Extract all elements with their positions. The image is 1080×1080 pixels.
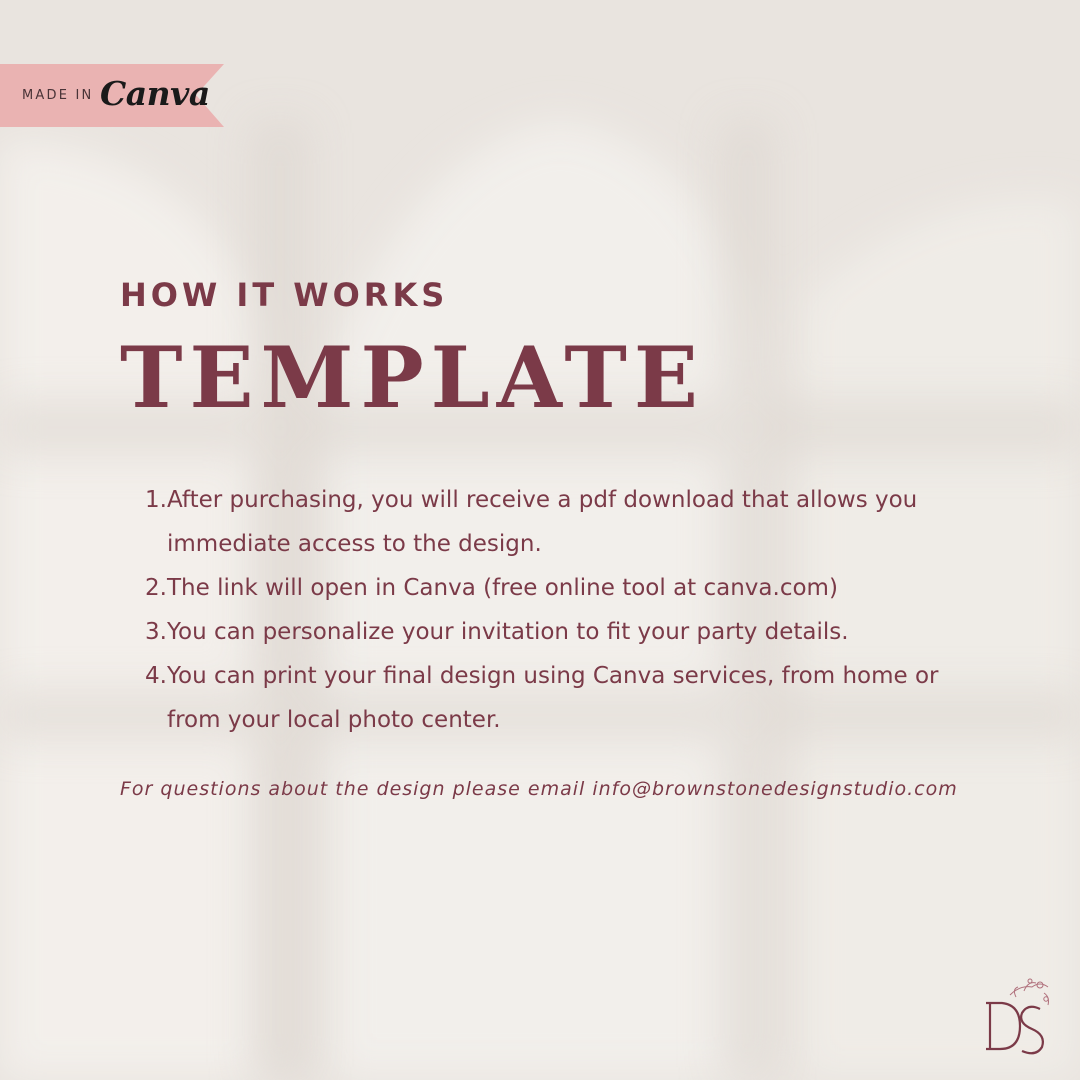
canva-wordmark: Canva bbox=[100, 74, 210, 113]
step-number: 2. bbox=[145, 575, 167, 601]
step-number: 3. bbox=[145, 619, 167, 645]
made-in-label: MADE IN bbox=[22, 88, 94, 103]
list-item bbox=[120, 478, 970, 566]
step-number: 4. bbox=[145, 663, 167, 689]
step-text: The link will open in Canva (free online tool at canva.com) bbox=[167, 575, 838, 601]
steps-list bbox=[120, 478, 970, 742]
list-item bbox=[120, 610, 970, 654]
list-item bbox=[120, 654, 970, 742]
step-text: After purchasing, you will receive a pdf download that allows you immediate access to the design. bbox=[167, 487, 918, 557]
step-text: You can personalize your invitation to fit your party details. bbox=[167, 619, 849, 645]
section-kicker: HOW IT WORKS bbox=[120, 276, 449, 314]
step-text: You can print your final design using Canva services, from home or from your local photo center. bbox=[167, 663, 939, 733]
contact-note: For questions about the design please email info@brownstonedesignstudio.com bbox=[120, 778, 958, 800]
ds-monogram-logo-icon bbox=[980, 975, 1058, 1060]
page-title: TEMPLATE bbox=[120, 328, 705, 427]
list-item bbox=[120, 566, 970, 610]
step-number: 1. bbox=[145, 487, 167, 513]
made-in-canva-badge bbox=[0, 64, 224, 127]
